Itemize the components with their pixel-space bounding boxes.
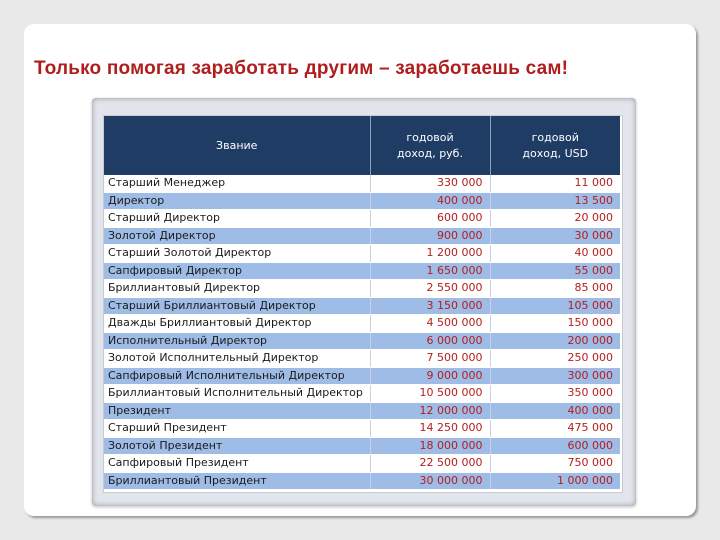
income-usd-cell: 200 000 (490, 332, 620, 350)
rank-cell: Старший Директор (104, 210, 370, 228)
table-row (104, 455, 620, 473)
table-row (104, 175, 620, 192)
table-row (104, 315, 620, 333)
income-rub-cell: 6 000 000 (370, 332, 490, 350)
income-usd-cell: 400 000 (490, 402, 620, 420)
rank-cell: Исполнительный Директор (104, 332, 370, 350)
rank-cell: Старший Менеджер (104, 175, 370, 192)
income-rub-cell: 4 500 000 (370, 315, 490, 333)
rank-cell: Золотой Исполнительный Директор (104, 350, 370, 368)
income-rub-cell: 9 000 000 (370, 367, 490, 385)
table-row (104, 437, 620, 455)
income-usd-cell: 20 000 (490, 210, 620, 228)
table-row (104, 245, 620, 263)
rank-cell: Бриллиантовый Директор (104, 280, 370, 298)
income-rub-cell: 10 500 000 (370, 385, 490, 403)
income-usd-cell: 475 000 (490, 420, 620, 438)
table-row (104, 367, 620, 385)
rank-cell: Сапфировый Директор (104, 262, 370, 280)
table-row (104, 472, 620, 490)
table-row (104, 280, 620, 298)
income-usd-cell: 30 000 (490, 227, 620, 245)
rank-cell: Старший Бриллиантовый Директор (104, 297, 370, 315)
table-header-row (104, 116, 620, 175)
table-row (104, 210, 620, 228)
table-row (104, 227, 620, 245)
income-rub-cell: 12 000 000 (370, 402, 490, 420)
rank-cell: Сапфировый Президент (104, 455, 370, 473)
table-row (104, 192, 620, 210)
income-usd-cell: 13 500 (490, 192, 620, 210)
table-row (104, 350, 620, 368)
table-row (104, 332, 620, 350)
income-usd-cell: 300 000 (490, 367, 620, 385)
header-income-usd: годовой доход, USD (490, 116, 620, 175)
income-usd-cell: 11 000 (490, 175, 620, 192)
table-row (104, 385, 620, 403)
income-rub-cell: 18 000 000 (370, 437, 490, 455)
income-usd-cell: 105 000 (490, 297, 620, 315)
income-rub-cell: 1 200 000 (370, 245, 490, 263)
rank-cell: Бриллиантовый Исполнительный Директор (104, 385, 370, 403)
rank-cell: Старший Золотой Директор (104, 245, 370, 263)
income-table (104, 116, 620, 490)
header-rank: Звание (104, 116, 370, 175)
income-usd-cell: 85 000 (490, 280, 620, 298)
income-usd-cell: 40 000 (490, 245, 620, 263)
table-row (104, 420, 620, 438)
table-row (104, 297, 620, 315)
income-usd-cell: 350 000 (490, 385, 620, 403)
income-rub-cell: 1 650 000 (370, 262, 490, 280)
income-rub-cell: 400 000 (370, 192, 490, 210)
rank-cell: Золотой Президент (104, 437, 370, 455)
income-usd-cell: 250 000 (490, 350, 620, 368)
income-rub-cell: 7 500 000 (370, 350, 490, 368)
income-usd-cell: 750 000 (490, 455, 620, 473)
rank-cell: Директор (104, 192, 370, 210)
table-row (104, 262, 620, 280)
header-income-rub: годовой доход, руб. (370, 116, 490, 175)
income-usd-cell: 55 000 (490, 262, 620, 280)
rank-cell: Сапфировый Исполнительный Директор (104, 367, 370, 385)
income-rub-cell: 600 000 (370, 210, 490, 228)
income-rub-cell: 30 000 000 (370, 472, 490, 490)
income-rub-cell: 900 000 (370, 227, 490, 245)
income-usd-cell: 1 000 000 (490, 472, 620, 490)
income-rub-cell: 2 550 000 (370, 280, 490, 298)
rank-cell: Золотой Директор (104, 227, 370, 245)
table-row (104, 402, 620, 420)
rank-cell: Дважды Бриллиантовый Директор (104, 315, 370, 333)
rank-cell: Президент (104, 402, 370, 420)
income-usd-cell: 150 000 (490, 315, 620, 333)
income-rub-cell: 14 250 000 (370, 420, 490, 438)
income-rub-cell: 22 500 000 (370, 455, 490, 473)
rank-cell: Бриллиантовый Президент (104, 472, 370, 490)
income-usd-cell: 600 000 (490, 437, 620, 455)
income-rub-cell: 3 150 000 (370, 297, 490, 315)
rank-cell: Старший Президент (104, 420, 370, 438)
slide-title: Только помогая заработать другим – заработаешь сам! (34, 58, 569, 79)
income-rub-cell: 330 000 (370, 175, 490, 192)
